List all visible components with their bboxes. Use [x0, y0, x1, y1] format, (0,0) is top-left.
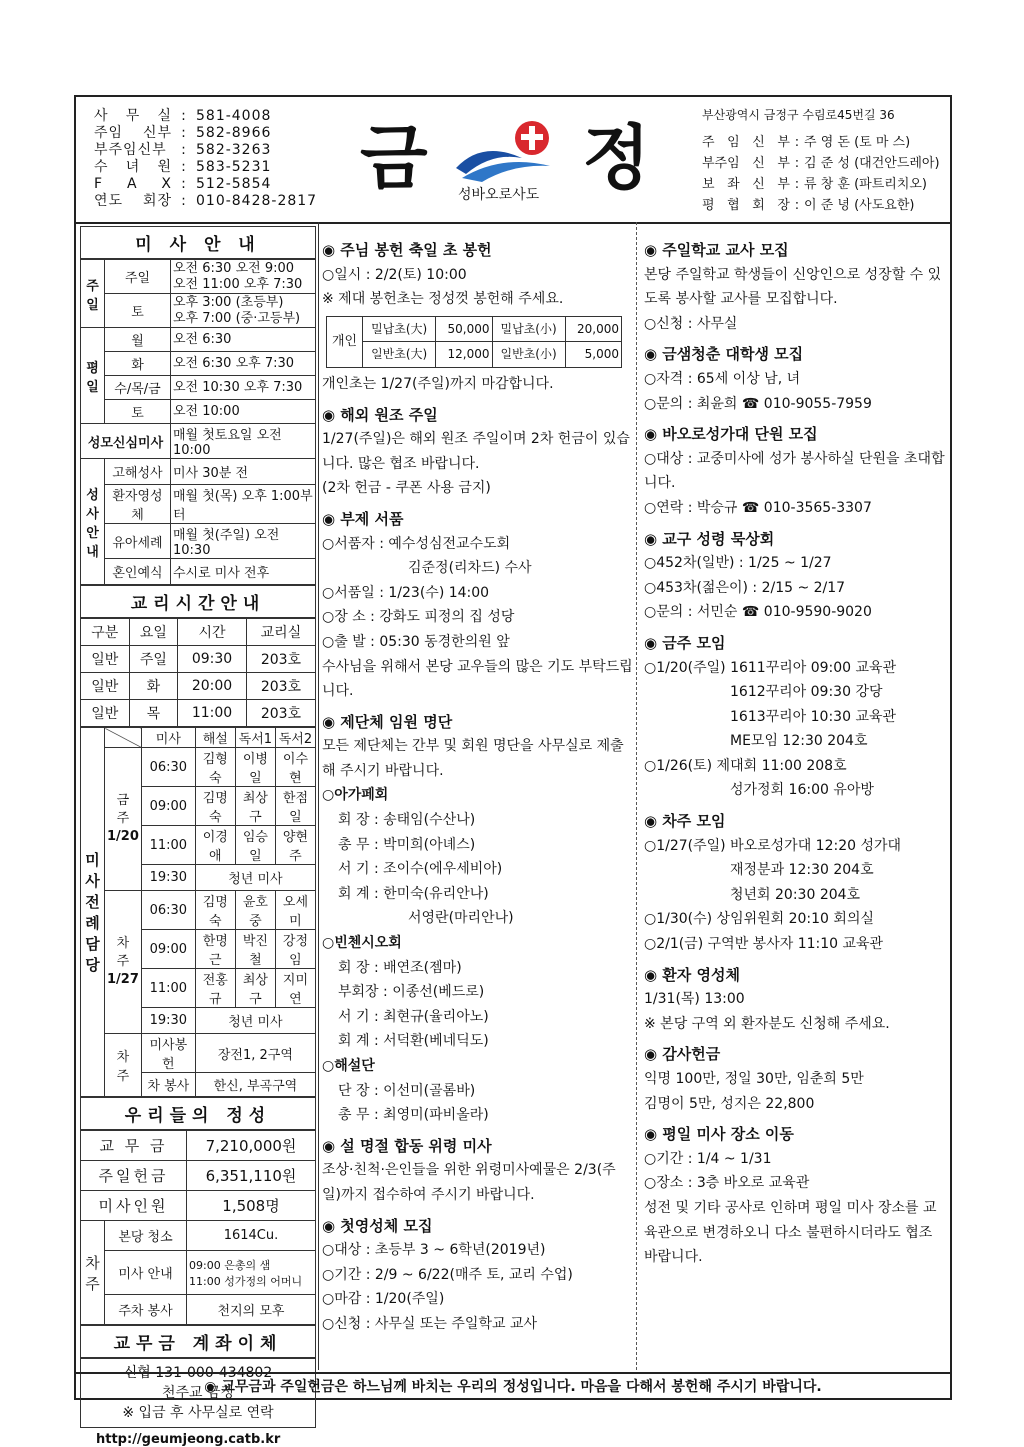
section-heading: ◉ 차주 모임 [644, 812, 726, 831]
notice-text: 성가정회 16:00 유아방 [730, 782, 874, 799]
staff-row [702, 153, 940, 174]
catechism-row [81, 646, 316, 673]
duty-next-key: 미사봉헌 [141, 1034, 195, 1073]
notice-text: ※ 제대 봉헌초는 정성껏 봉헌해 주세요. [322, 291, 564, 308]
catechism-row [81, 673, 316, 700]
duty-head [81, 728, 316, 748]
notice-text: ○자격 : 65세 이상 남, 녀 [644, 370, 801, 387]
duty-week-date: 1/20 [107, 829, 139, 844]
next-week-row [81, 1251, 316, 1295]
duty-time: 19:30 [141, 865, 195, 891]
mass-time: 오전 6:30 오후 7:30 [171, 352, 316, 376]
account-line: ※ 입금 후 사무실로 연락 [122, 1405, 274, 1421]
duty-cell: 김명숙 [195, 891, 235, 930]
contact-label: 부주임신부 [94, 142, 167, 158]
offering-label: 주일헌금 [81, 1161, 187, 1191]
duty-row [81, 748, 316, 787]
sacrament-time: 수시로 미사 전후 [171, 559, 316, 585]
sacrament-time: 미사 30분 전 [171, 459, 316, 485]
staff-title: 주 임 신 부 [702, 135, 790, 150]
notice-text: 개인초는 1/27(주일)까지 마감합니다. [322, 375, 554, 392]
duty-next-row [81, 1034, 316, 1073]
candle-cell: 밀납초(小) [492, 316, 565, 342]
notice-text: ○1/27(주일) 바오로성가대 12:20 성가대 [644, 837, 902, 854]
offering-value: 6,351,110원 [187, 1161, 316, 1191]
contact-value: 582-8966 [196, 125, 272, 141]
sacrament-name: 고해성사 [105, 459, 171, 485]
duty-head-cell: 독서1 [235, 728, 275, 748]
notice-text: 회 계 : 한미숙(유리안나) [338, 885, 489, 902]
duty-diagonal [105, 728, 142, 748]
notice-text: ME모임 12:30 204호 [730, 733, 868, 750]
mass-table [80, 259, 316, 585]
contact-row [94, 108, 317, 125]
catechism-title: 교리시간안내 [80, 585, 316, 618]
catechism-row [81, 700, 316, 727]
mass-row [81, 260, 316, 294]
section-heading: ◉ 평일 미사 장소 이동 [644, 1125, 794, 1144]
notice-text: 1612꾸리아 09:30 강당 [730, 684, 883, 701]
candle-cell: 20,000 [565, 316, 621, 342]
notice-text: 재정분과 12:30 204호 [730, 862, 874, 879]
notice-text: 서 기 : 최현규(율리아노) [338, 1008, 489, 1025]
duty-week-label: 금 주 [116, 793, 130, 826]
notice-text: ○453차(젊은이) : 2/15 ~ 2/17 [644, 579, 846, 596]
group-heading: ○아가페회 [322, 787, 389, 804]
contact-value: 581-4008 [196, 108, 272, 124]
offering-title: 우리들의 정성 [80, 1097, 316, 1130]
mass-row [81, 352, 316, 376]
duty-row [81, 891, 316, 930]
mass-row [81, 400, 316, 424]
duty-cell: 06:30 [141, 891, 195, 930]
staff-colon: : [794, 156, 800, 171]
notice-text: ○1/30(수) 상임위원회 20:10 회의실 [644, 911, 874, 928]
notice-text: ○서품자 : 예수성심전교수도회 [322, 535, 511, 552]
candle-row [327, 316, 622, 342]
duty-cell: 이수현 [275, 748, 315, 787]
candle-cell: 5,000 [565, 342, 621, 368]
duty-cell: 전홍규 [195, 969, 235, 1008]
notice-text: 성전 및 기타 공사로 인하며 평일 미사 장소를 교육관으로 변경하오니 다소 불편하시더라도 협조 바랍니다. [644, 1199, 937, 1266]
duty-cell: 최상구 [235, 969, 275, 1008]
next-week-row [81, 1295, 316, 1325]
mass-title: 미 사 안 내 [80, 226, 316, 259]
offering-label: 미사인원 [81, 1191, 187, 1221]
section-heading: ◉ 제단체 임원 명단 [322, 712, 453, 731]
offering-value: 1,508명 [187, 1191, 316, 1221]
title-subtitle: 성바오로사도 [458, 187, 540, 203]
duty-cell: 강정임 [275, 930, 315, 969]
mass-day: 토 [105, 400, 171, 424]
notice-text: 1/27(주일)은 해외 원조 주일이며 2차 헌금이 있습니다. 많은 협조 바랍니다. [322, 431, 630, 472]
contact-label: 사 무 실 [94, 108, 172, 124]
duty-next-value: 장전1, 2구역 [195, 1034, 315, 1073]
contact-row [94, 193, 317, 210]
notice-text: 총 무 : 박미희(아녜스) [338, 836, 476, 853]
mass-row [81, 294, 316, 328]
duty-week-label: 차 주 [116, 936, 130, 969]
duty-cell: 임승일 [235, 826, 275, 865]
notice-text: ○장 소 : 강화도 피정의 집 성당 [322, 609, 515, 626]
contact-colon: : [181, 142, 187, 158]
catechism-cell: 주일 [129, 646, 178, 673]
catechism-cell: 일반 [81, 673, 130, 700]
notice-text: ○장소 : 3층 바오로 교육관 [644, 1175, 810, 1192]
notice-text: 단 장 : 이선미(골롬바) [338, 1082, 476, 1099]
staff-name: 이 준 녕 (사도요한) [804, 198, 915, 213]
section-heading: ◉ 환자 영성체 [644, 965, 740, 984]
notice-text: 회 장 : 송태임(수산나) [338, 812, 476, 829]
notice-text: ○신청 : 사무실 또는 주일학교 교사 [322, 1315, 537, 1332]
account-title: 교무금 계좌이체 [80, 1325, 316, 1358]
footer-message: ◉ 교무금과 주일헌금은 하느님께 바치는 우리의 정성입니다. 마음을 다해서 봉헌해 주시기 바랍니다. [74, 1372, 952, 1400]
duty-cell: 박진철 [235, 930, 275, 969]
duty-week [105, 891, 142, 1034]
notice-text: ○출 발 : 05:30 동경한의원 앞 [322, 633, 510, 650]
website-link[interactable]: http://geumjeong.catb.kr [96, 1432, 281, 1447]
offering-row [81, 1161, 316, 1191]
section-heading: ◉ 첫영성체 모집 [322, 1216, 433, 1235]
staff-title: 평 협 회 장 [702, 198, 790, 213]
contact-row [94, 125, 317, 142]
duty-week [105, 748, 142, 891]
catechism-cell: 203호 [246, 673, 315, 700]
staff-colon: : [794, 135, 800, 150]
section-heading: ◉ 해외 원조 주일 [322, 405, 438, 424]
mass-group: 주 일 [81, 260, 105, 328]
duty-cell: 김형숙 [195, 748, 235, 787]
staff-list [702, 132, 940, 216]
notice-text: ○기간 : 1/4 ~ 1/31 [644, 1150, 772, 1167]
notice-text: 익명 100만, 정일 30만, 임춘희 5만 [644, 1071, 864, 1087]
section-heading: ◉ 금주 모임 [644, 633, 726, 652]
section-heading: ◉ 교구 성령 묵상회 [644, 529, 775, 548]
contact-value: 582-3263 [196, 142, 272, 158]
mass-day: 수/목/금 [105, 376, 171, 400]
special-mass-time: 매월 첫토요일 오전 10:00 [171, 424, 316, 459]
notice-text: ○기간 : 2/9 ~ 6/22(매주 토, 교리 수업) [322, 1266, 573, 1283]
catechism-cell: 목 [129, 700, 178, 727]
duty-cell: 윤호중 [235, 891, 275, 930]
notice-text: 서영란(마리안나) [408, 910, 514, 927]
notice-text: ※ 본당 구역 외 환자분도 신청해 주세요. [644, 1015, 890, 1032]
notice-text: (2차 헌금 - 쿠폰 사용 금지) [322, 480, 491, 497]
duty-cell: 지미연 [275, 969, 315, 1008]
candle-cell: 일반초(大) [363, 342, 436, 368]
section-heading: ◉ 설 명절 합동 위령 미사 [322, 1136, 492, 1155]
mass-day: 토 [105, 294, 171, 328]
section-heading: ◉ 주님 봉헌 축일 초 봉헌 [322, 241, 492, 259]
catechism-head-cell: 시간 [178, 619, 247, 646]
middle-column [322, 232, 634, 1337]
duty-cell: 김명숙 [195, 787, 235, 826]
mass-group: 평 일 [81, 328, 105, 424]
duty-corner: 미 사 전 례 담 당 [81, 728, 105, 1097]
catechism-cell: 화 [129, 673, 178, 700]
notice-text: 총 무 : 최영미(파비올라) [338, 1107, 489, 1124]
candle-label: 개인 [327, 316, 363, 367]
contact-colon: : [181, 193, 187, 209]
contact-value: 010-8428-2817 [196, 193, 318, 209]
contact-colon: : [181, 159, 187, 175]
duty-cell: 06:30 [141, 748, 195, 787]
duty-cell: 양현주 [275, 826, 315, 865]
mass-row [81, 328, 316, 352]
title-char-2: 정 [582, 117, 650, 199]
next-week-value: 09:00 은총의 샘 11:00 성가정의 어머니 [187, 1251, 316, 1295]
notice-text: ○452차(일반) : 1/25 ~ 1/27 [644, 555, 832, 572]
staff-colon: : [794, 177, 800, 192]
duty-cell: 09:00 [141, 787, 195, 826]
staff-title: 보 좌 신 부 [702, 177, 790, 192]
contact-row [94, 176, 317, 193]
parish-logo [452, 118, 562, 184]
title-char-1: 금 [360, 117, 428, 199]
header-divider [74, 222, 952, 224]
catechism-cell: 20:00 [178, 673, 247, 700]
candle-cell: 12,000 [436, 342, 492, 368]
mass-day: 화 [105, 352, 171, 376]
left-column [80, 226, 316, 1447]
duty-youth: 청년 미사 [195, 1008, 315, 1034]
notice-text: 모든 제단체는 간부 및 회원 명단을 사무실로 제출해 주시기 바랍니다. [322, 738, 624, 779]
parish-address: 부산광역시 금정구 수림로45번길 36 [702, 108, 895, 122]
notice-text: 본당 주일학교 학생들이 신앙인으로 성장할 수 있도록 봉사할 교사를 모집합니다. [644, 266, 942, 308]
duty-time: 19:30 [141, 1008, 195, 1034]
duty-cell: 11:00 [141, 969, 195, 1008]
special-mass-row [81, 424, 316, 459]
next-week-row [81, 1221, 316, 1251]
duty-cell: 이경애 [195, 826, 235, 865]
section-heading: ◉ 주일학교 교사 모집 [644, 241, 789, 259]
masthead [360, 118, 650, 208]
mass-day: 월 [105, 328, 171, 352]
contact-row [94, 142, 317, 159]
sacrament-row [81, 459, 316, 485]
catechism-cell: 203호 [246, 646, 315, 673]
notice-text: 서 기 : 조이수(에우세비아) [338, 861, 503, 878]
candle-price-table [326, 316, 622, 368]
offering-row [81, 1131, 316, 1161]
sacrament-name: 유아세례 [105, 524, 171, 559]
duty-cell: 09:00 [141, 930, 195, 969]
catechism-cell: 09:30 [178, 646, 247, 673]
duty-next-key: 차 봉사 [141, 1073, 195, 1097]
duty-next-value: 한신, 부곡구역 [195, 1073, 315, 1097]
catechism-table [80, 618, 316, 727]
notice-text: 김준정(리차드) 수사 [408, 560, 532, 577]
account-line: 신협 131-000-434802 [123, 1365, 273, 1381]
special-mass-label: 성모신심미사 [81, 424, 171, 459]
staff-row [702, 132, 940, 153]
notice-text: ○서품일 : 1/23(수) 14:00 [322, 584, 490, 601]
catechism-head-cell: 요일 [129, 619, 178, 646]
sacrament-row [81, 524, 316, 559]
notice-text: ○1/20(주일) 1611꾸리아 09:00 교육관 [644, 659, 897, 676]
notice-text: ○1/26(토) 제대회 11:00 208호 [644, 757, 847, 774]
duty-cell: 11:00 [141, 826, 195, 865]
duty-cell: 이병일 [235, 748, 275, 787]
offering-label: 교 무 금 [81, 1131, 187, 1161]
notice-text: ○문의 : 서민순 ☎ 010-9590-9020 [644, 604, 872, 621]
catechism-cell: 일반 [81, 646, 130, 673]
candle-row [327, 342, 622, 368]
mass-time: 오전 10:00 [171, 400, 316, 424]
sacrament-name: 환자영성체 [105, 485, 171, 524]
mass-time: 오후 3:00 (초등부) 오후 7:00 (중·고등부) [171, 294, 316, 328]
staff-row [702, 195, 940, 216]
contact-colon: : [181, 108, 187, 124]
contact-row [94, 159, 317, 176]
next-week-key: 주차 봉사 [105, 1295, 187, 1325]
duty-week-date: 1/27 [107, 972, 139, 987]
notice-text: ○마감 : 1/20(주일) [322, 1291, 445, 1308]
account-line: 천주교 금정 [161, 1385, 235, 1401]
catechism-head [81, 619, 316, 646]
section-heading: ◉ 부제 서품 [322, 509, 404, 528]
notice-text: ○연락 : 박승규 ☎ 010-3565-3307 [644, 499, 872, 516]
duty-cell: 오세미 [275, 891, 315, 930]
contact-value: 512-5854 [196, 176, 272, 192]
contact-label: F A X [94, 176, 172, 192]
notice-text: 회 계 : 서덕환(베네딕도) [338, 1033, 489, 1050]
group-heading: ○빈첸시오회 [322, 935, 402, 952]
duty-head-cell: 미사 [141, 728, 195, 748]
next-week-value: 1614Cu. [187, 1221, 316, 1251]
duty-next-label: 차 주 [105, 1034, 142, 1097]
duty-cell: 한점일 [275, 787, 315, 826]
duty-head-cell: 해설 [195, 728, 235, 748]
contact-colon: : [181, 176, 187, 192]
offering-row [81, 1191, 316, 1221]
next-week-key: 미사 안내 [105, 1251, 187, 1295]
mass-row [81, 376, 316, 400]
notice-text: ○문의 : 최윤희 ☎ 010-9055-7959 [644, 395, 872, 412]
notice-text: ○대상 : 교중미사에 성가 봉사하실 단원을 초대합니다. [644, 450, 945, 492]
sacrament-row [81, 559, 316, 585]
notice-text: ○2/1(금) 구역반 봉사자 11:10 교육관 [644, 936, 884, 953]
staff-name: 김 준 성 (대건안드레아) [804, 156, 940, 171]
offering-value: 7,210,000원 [187, 1131, 316, 1161]
notice-text: ○신청 : 사무실 [644, 315, 738, 332]
notice-text: ○일시 : 2/2(토) 10:00 [322, 266, 467, 283]
sacrament-time: 매월 첫(주일) 오전 10:30 [171, 524, 316, 559]
catechism-cell: 11:00 [178, 700, 247, 727]
staff-name: 주 영 돈 (토 마 스) [804, 135, 911, 150]
contact-label: 연도 회장 [94, 193, 172, 209]
sacrament-row [81, 485, 316, 524]
catechism-cell: 일반 [81, 700, 130, 727]
column-divider [318, 222, 319, 1370]
mass-time: 오전 6:30 오전 9:00 오전 11:00 오후 7:30 [171, 260, 316, 294]
mass-day: 주일 [105, 260, 171, 294]
section-heading: ◉ 바오로성가대 단원 모집 [644, 425, 818, 444]
notice-text: 청년회 20:30 204호 [730, 886, 861, 903]
section-heading: ◉ 금샘청춘 대학생 모집 [644, 345, 804, 364]
section-heading: ◉ 감사헌금 [644, 1045, 721, 1064]
catechism-cell: 203호 [246, 700, 315, 727]
staff-name: 류 창 훈 (파트리치오) [804, 177, 928, 192]
notice-text: 1/31(목) 13:00 [644, 991, 745, 1008]
staff-title: 부주임 신 부 [702, 156, 790, 171]
candle-cell: 밀납초(大) [363, 316, 436, 342]
notice-text: ○대상 : 초등부 3 ~ 6학년(2019년) [322, 1242, 546, 1259]
contact-value: 583-5231 [196, 159, 272, 175]
notice-text: 회 장 : 배연조(젬마) [338, 959, 462, 976]
notice-text: 조상·친척·은인들을 위한 위령미사예물은 2/3(주일)까지 접수하여 주시기 바랍니다. [322, 1162, 616, 1203]
next-week-value: 천지의 모후 [187, 1295, 316, 1325]
right-column [644, 232, 949, 1270]
mass-time: 오전 6:30 [171, 328, 316, 352]
candle-cell: 일반초(小) [492, 342, 565, 368]
notice-text: 부회장 : 이종선(베드로) [338, 984, 485, 1001]
duty-head-cell: 독서2 [275, 728, 315, 748]
duty-cell: 최상구 [235, 787, 275, 826]
sacrament-name: 혼인예식 [105, 559, 171, 585]
candle-cell: 50,000 [436, 316, 492, 342]
contact-label: 수 녀 원 [94, 159, 172, 175]
sacrament-time: 매월 첫(목) 오후 1:00부터 [171, 485, 316, 524]
duty-cell: 한명근 [195, 930, 235, 969]
next-week-key: 본당 청소 [105, 1221, 187, 1251]
sacrament-group: 성 사 안 내 [81, 459, 105, 585]
contact-list [94, 108, 317, 210]
notice-text: 김명이 5만, 성지은 22,800 [644, 1095, 815, 1112]
duty-table [80, 727, 316, 1097]
mass-time: 오전 10:30 오후 7:30 [171, 376, 316, 400]
staff-row [702, 174, 940, 195]
catechism-head-cell: 교리실 [246, 619, 315, 646]
next-week-label: 차 주 [81, 1221, 105, 1325]
column-divider [636, 222, 637, 1370]
offering-table [80, 1130, 316, 1325]
group-heading: ○해설단 [322, 1058, 375, 1074]
notice-text: 1613꾸리아 10:30 교육관 [730, 708, 897, 725]
staff-colon: : [794, 198, 800, 213]
contact-label: 주임 신부 [94, 125, 172, 141]
contact-colon: : [181, 125, 187, 141]
duty-youth: 청년 미사 [195, 865, 315, 891]
notice-text: 수사님을 위해서 본당 교우들의 많은 기도 부탁드립니다. [322, 658, 633, 700]
catechism-head-cell: 구분 [81, 619, 130, 646]
